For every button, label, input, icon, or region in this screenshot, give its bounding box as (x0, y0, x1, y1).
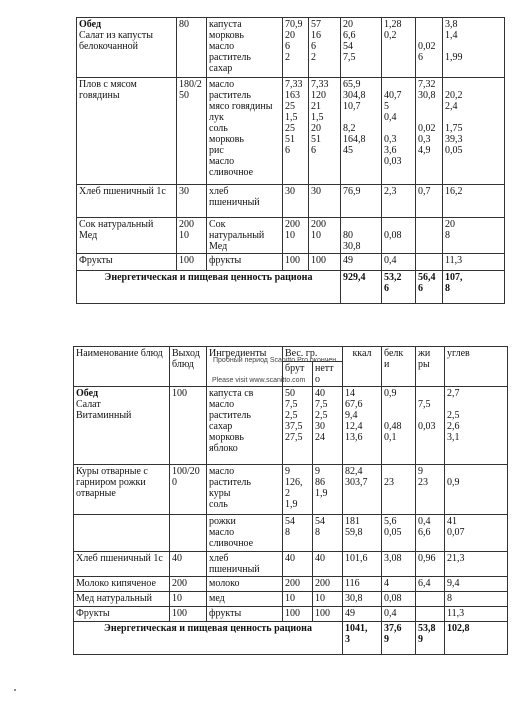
fats-cell: 0,96 (416, 552, 445, 577)
total-fats: 56,4 6 (416, 271, 443, 304)
kcal-cell: 49 (343, 607, 382, 622)
carbs-cell: 9,4 (445, 577, 508, 592)
table-row (74, 552, 508, 577)
net-weight-cell: 200 (313, 577, 343, 592)
total-row (77, 271, 505, 304)
portion-cell: 180/2 50 (177, 78, 207, 185)
table-2-body (74, 347, 508, 655)
table-row (74, 607, 508, 622)
gross-weight-cell: 9 126, 2 1,9 (283, 465, 313, 515)
gross-weight-cell: 10 (283, 592, 313, 607)
meal-heading: Обед (79, 19, 102, 30)
scan-dust-mark (14, 689, 16, 691)
menu-table-1 (76, 17, 505, 304)
gross-weight-cell: 70,9 20 6 2 (283, 18, 309, 78)
proteins-cell: 23 (382, 465, 416, 515)
total-fats: 53,8 9 (416, 622, 445, 655)
table-row (77, 254, 505, 271)
ingredients-cell: фрукты (207, 254, 283, 271)
carbs-cell: 20 8 (443, 218, 505, 254)
carbs-cell: 8 (445, 592, 508, 607)
net-weight-cell: 54 8 (313, 515, 343, 552)
kcal-cell: 80 30,8 (341, 218, 382, 254)
carbs-cell: 41 0,07 (445, 515, 508, 552)
ingredients-cell: мед (207, 592, 283, 607)
dish-name-cell: Фрукты (77, 254, 177, 271)
header-kcal: ккал (343, 347, 382, 387)
portion-cell: 100 (170, 607, 207, 622)
gross-weight-cell: 30 (283, 185, 309, 218)
ingredients-cell: капуста морковь масло раститель сахар (207, 18, 283, 78)
kcal-cell: 116 (343, 577, 382, 592)
fats-cell: 6,4 (416, 577, 445, 592)
proteins-cell: 1,28 0,2 (382, 18, 416, 78)
gross-weight-cell: 200 (283, 577, 313, 592)
kcal-cell: 76,9 (341, 185, 382, 218)
dish-name-cell: Куры отварные с гарниром рожки отварные (74, 465, 170, 515)
fats-cell: 0,02 6 (416, 18, 443, 78)
table-row (74, 387, 508, 465)
total-kcal: 1041, 3 (343, 622, 382, 655)
fats-cell: 7,5 0,03 (416, 387, 445, 465)
total-proteins: 37,6 9 (382, 622, 416, 655)
ingredients-cell: масло раститель мясо говядины лук соль морковь рис масло сливочное (207, 78, 283, 185)
gross-weight-cell: 100 (283, 254, 309, 271)
portion-cell: 80 (177, 18, 207, 78)
total-row (74, 622, 508, 655)
header-net: нетт о (313, 362, 343, 387)
portion-cell: 10 (170, 592, 207, 607)
total-carbs: 107, 8 (443, 271, 505, 304)
table-row (74, 515, 508, 552)
dish-name-cell: Хлеб пшеничный 1с (74, 552, 170, 577)
fats-cell: 9 23 (416, 465, 445, 515)
dish-name-cell: Хлеб пшеничный 1с (77, 185, 177, 218)
net-weight-cell: 40 7,5 2,5 30 24 (313, 387, 343, 465)
ingredients-cell: рожки масло сливочное (207, 515, 283, 552)
dish-name-cell: Обед Салат из капусты белокочанной (77, 18, 177, 78)
fats-cell: 7,32 30,8 0,02 0,3 4,9 (416, 78, 443, 185)
net-weight-cell: 100 (309, 254, 341, 271)
table-row (77, 185, 505, 218)
net-weight-cell: 40 (313, 552, 343, 577)
header-weight: Вес. гр. (283, 347, 343, 362)
portion-cell: 200 10 (177, 218, 207, 254)
net-weight-cell: 10 (313, 592, 343, 607)
portion-cell: 100 (177, 254, 207, 271)
carbs-cell: 20,2 2,4 1,75 39,3 0,05 (443, 78, 505, 185)
ingredients-cell: хлеб пшеничный (207, 185, 283, 218)
header-carbs: углев (445, 347, 508, 387)
total-proteins: 53,2 6 (382, 271, 416, 304)
ingredients-cell: капуста св масло раститель сахар морковь яблоко (207, 387, 283, 465)
carbs-cell: 21,3 (445, 552, 508, 577)
total-label: Энергетическая и пищевая ценность рациона (77, 271, 341, 304)
carbs-cell: 11,3 (443, 254, 505, 271)
proteins-cell: 0,9 0,48 0,1 (382, 387, 416, 465)
portion-cell: 100/20 0 (170, 465, 207, 515)
dish-name-cell: Плов с мясом говядины (77, 78, 177, 185)
net-weight-cell: 100 (313, 607, 343, 622)
proteins-cell: 4 (382, 577, 416, 592)
table-row (74, 592, 508, 607)
fats-cell (416, 607, 445, 622)
gross-weight-cell: 100 (283, 607, 313, 622)
net-weight-cell: 9 86 1,9 (313, 465, 343, 515)
header-proteins: белк и (382, 347, 416, 387)
header-dish-name: Наименование блюд (74, 347, 170, 387)
kcal-cell: 181 59,8 (343, 515, 382, 552)
dish-name-cell: Обед Салат Витаминный (74, 387, 170, 465)
table-row (74, 577, 508, 592)
dish-name-cell: Сок натуральный Мед (77, 218, 177, 254)
gross-weight-cell: 50 7,5 2,5 37,5 27,5 (283, 387, 313, 465)
gross-weight-cell: 200 10 (283, 218, 309, 254)
gross-weight-cell: 7,33 163 25 1,5 25 51 6 (283, 78, 309, 185)
header-gross: брут (283, 362, 313, 387)
menu-table-2 (73, 346, 508, 655)
fats-cell: 0,4 6,6 (416, 515, 445, 552)
fats-cell (416, 218, 443, 254)
fats-cell (416, 254, 443, 271)
proteins-cell: 3,08 (382, 552, 416, 577)
gross-weight-cell: 40 (283, 552, 313, 577)
net-weight-cell: 7,33 120 21 1,5 20 51 6 (309, 78, 341, 185)
proteins-cell: 40,7 5 0,4 0,3 3,6 0,03 (382, 78, 416, 185)
kcal-cell: 65,9 304,8 10,7 8,2 164,8 45 (341, 78, 382, 185)
fats-cell: 0,7 (416, 185, 443, 218)
proteins-cell: 2,3 (382, 185, 416, 218)
proteins-cell: 0,4 (382, 607, 416, 622)
kcal-cell: 30,8 (343, 592, 382, 607)
header-ingredients: Ингредиенты (207, 347, 283, 387)
carbs-cell: 2,7 2,5 2,6 3,1 (445, 387, 508, 465)
net-weight-cell: 30 (309, 185, 341, 218)
carbs-cell: 0,9 (445, 465, 508, 515)
ingredients-cell: масло раститель куры соль (207, 465, 283, 515)
meal-heading: Обед (76, 388, 99, 399)
kcal-cell: 49 (341, 254, 382, 271)
portion-cell: 40 (170, 552, 207, 577)
table-row (77, 78, 505, 185)
fats-cell (416, 592, 445, 607)
proteins-cell: 0,08 (382, 592, 416, 607)
portion-cell: 200 (170, 577, 207, 592)
carbs-cell: 11,3 (445, 607, 508, 622)
proteins-cell: 0,08 (382, 218, 416, 254)
header-fats: жи ры (416, 347, 445, 387)
table-row (74, 465, 508, 515)
kcal-cell: 20 6,6 54 7,5 (341, 18, 382, 78)
gross-weight-cell: 54 8 (283, 515, 313, 552)
net-weight-cell: 200 10 (309, 218, 341, 254)
net-weight-cell: 57 16 6 2 (309, 18, 341, 78)
total-carbs: 102,8 (445, 622, 508, 655)
table-row (77, 218, 505, 254)
header-portion: Выход блюд (170, 347, 207, 387)
ingredients-cell: молоко (207, 577, 283, 592)
ingredients-cell: фрукты (207, 607, 283, 622)
kcal-cell: 14 67,6 9,4 12,4 13,6 (343, 387, 382, 465)
portion-cell: 30 (177, 185, 207, 218)
table-1-body (77, 18, 505, 304)
carbs-cell: 3,8 1,4 1,99 (443, 18, 505, 78)
total-label: Энергетическая и пищевая ценность рациона (74, 622, 343, 655)
dish-name-cell: Мед натуральный (74, 592, 170, 607)
ingredients-cell: Сок натуральный Мед (207, 218, 283, 254)
dish-name-cell: Фрукты (74, 607, 170, 622)
table-row (77, 18, 505, 78)
proteins-cell: 0,4 (382, 254, 416, 271)
scanner-trial-watermark: Пробный период Scanitto Pro окончен (213, 357, 337, 364)
total-kcal: 929,4 (341, 271, 382, 304)
proteins-cell: 5,6 0,05 (382, 515, 416, 552)
kcal-cell: 101,6 (343, 552, 382, 577)
dish-name-cell (74, 515, 170, 552)
portion-cell: 100 (170, 387, 207, 465)
dish-name-cell: Молоко кипяченое (74, 577, 170, 592)
scanner-url-watermark: Please visit www.scanitto.com (212, 377, 306, 384)
portion-cell (170, 515, 207, 552)
kcal-cell: 82,4 303,7 (343, 465, 382, 515)
ingredients-cell: хлеб пшеничный (207, 552, 283, 577)
carbs-cell: 16,2 (443, 185, 505, 218)
